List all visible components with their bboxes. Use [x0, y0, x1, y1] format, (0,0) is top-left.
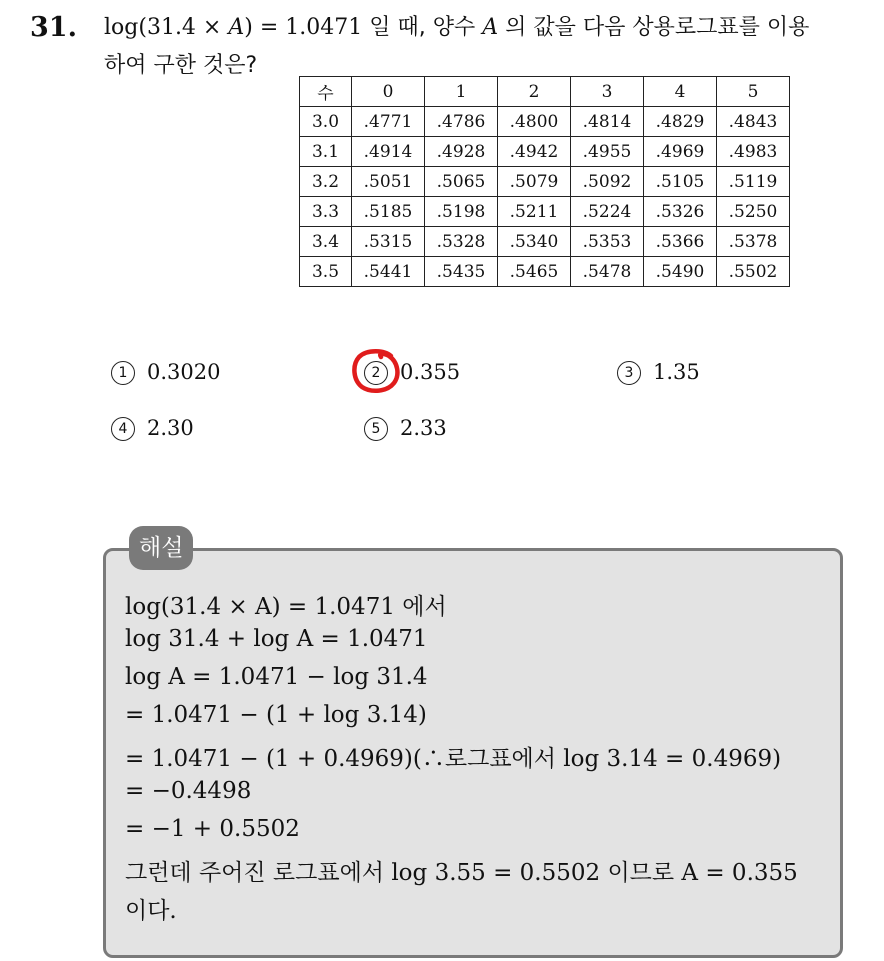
table-row	[300, 137, 790, 167]
choice-3[interactable]	[617, 360, 700, 385]
table-header-row	[300, 77, 790, 107]
table-row	[300, 257, 790, 287]
solution-line-5: = 1.0471 − (1 + 0.4969)(∴로그표에서 log 3.14 = 0.4969)	[125, 746, 782, 772]
table-row	[300, 167, 790, 197]
table-cell: 3.5	[300, 257, 352, 287]
table-header-cell: 4	[644, 77, 717, 107]
table-row	[300, 107, 790, 137]
table-cell: .5185	[352, 197, 425, 227]
table-cell: .5315	[352, 227, 425, 257]
question-text-line-2: 하여 구한 것은?	[104, 53, 258, 78]
question-text-line-1	[104, 12, 809, 44]
table-cell: .5105	[644, 167, 717, 197]
solution-line-2: log 31.4 + log A = 1.0471	[125, 626, 428, 652]
solution-line-4: = 1.0471 − (1 + log 3.14)	[125, 702, 427, 728]
table-header-cell: 0	[352, 77, 425, 107]
choice-5[interactable]	[364, 416, 447, 441]
table-cell: .5065	[425, 167, 498, 197]
question-math: log(31.4 ×	[104, 15, 229, 40]
table-cell: .5198	[425, 197, 498, 227]
table-cell: .5502	[717, 257, 790, 287]
table-cell: .4942	[498, 137, 571, 167]
choice-value: 0.3020	[147, 360, 221, 384]
table-header-cell: 2	[498, 77, 571, 107]
table-cell: .4800	[498, 107, 571, 137]
table-cell: .5478	[571, 257, 644, 287]
table-cell: 3.2	[300, 167, 352, 197]
table-cell: .5079	[498, 167, 571, 197]
choice-4[interactable]	[111, 416, 194, 441]
choice-value: 2.33	[400, 416, 447, 440]
choice-value: 1.35	[653, 360, 700, 384]
table-cell: .5224	[571, 197, 644, 227]
choice-value: 0.355	[400, 360, 461, 384]
table-cell: .5353	[571, 227, 644, 257]
table-cell: .5051	[352, 167, 425, 197]
solution-line-7: = −1 + 0.5502	[125, 816, 300, 842]
choice-number-circle: 2	[364, 361, 388, 385]
solution-line-6: = −0.4498	[125, 778, 252, 804]
table-cell: .5366	[644, 227, 717, 257]
choice-1[interactable]	[111, 360, 220, 385]
solution-line-8: 그런데 주어진 로그표에서 log 3.55 = 0.5502 이므로 A = 0.355	[125, 860, 798, 886]
table-header-cell: 5	[717, 77, 790, 107]
choice-number-circle: 4	[111, 417, 135, 441]
table-row	[300, 197, 790, 227]
table-cell: .5435	[425, 257, 498, 287]
solution-line-1: log(31.4 × A) = 1.0471 에서	[125, 594, 447, 620]
common-log-table	[299, 76, 790, 287]
choice-number-circle: 5	[364, 417, 388, 441]
question-variable-2: A	[482, 15, 499, 40]
solution-tab-label: 해설	[129, 526, 193, 570]
table-cell: .5250	[717, 197, 790, 227]
question-number: 31.	[30, 12, 77, 43]
table-header-cell: 1	[425, 77, 498, 107]
table-row	[300, 227, 790, 257]
table-cell: .5378	[717, 227, 790, 257]
choice-value: 2.30	[147, 416, 194, 440]
question-text-a: 일 때, 양수	[362, 15, 483, 40]
table-cell: 3.0	[300, 107, 352, 137]
table-header-cell: 3	[571, 77, 644, 107]
table-cell: .4843	[717, 107, 790, 137]
choice-number-circle: 3	[617, 361, 641, 385]
solution-line-9: 이다.	[125, 898, 177, 924]
question-variable: A	[228, 15, 245, 40]
choice-2[interactable]	[364, 360, 460, 385]
table-header-cell: 수	[300, 77, 352, 107]
table-cell: 3.1	[300, 137, 352, 167]
table-cell: .4969	[644, 137, 717, 167]
table-cell: .4983	[717, 137, 790, 167]
solution-line-3: log A = 1.0471 − log 31.4	[125, 664, 428, 690]
table-cell: .4771	[352, 107, 425, 137]
table-cell: .4814	[571, 107, 644, 137]
table-cell: 3.4	[300, 227, 352, 257]
table-cell: .5092	[571, 167, 644, 197]
choice-number-circle: 1	[111, 361, 135, 385]
table-cell: .5211	[498, 197, 571, 227]
table-cell: .4786	[425, 107, 498, 137]
table-cell: .5490	[644, 257, 717, 287]
table-cell: .4928	[425, 137, 498, 167]
table-cell: .5328	[425, 227, 498, 257]
table-cell: .5326	[644, 197, 717, 227]
table-cell: 3.3	[300, 197, 352, 227]
table-cell: .5340	[498, 227, 571, 257]
question-text-b: 의 값을 다음 상용로그표를 이용	[498, 15, 810, 40]
table-cell: .4829	[644, 107, 717, 137]
table-cell: .4955	[571, 137, 644, 167]
question-math-tail: ) = 1.0471	[244, 15, 363, 40]
table-cell: .5119	[717, 167, 790, 197]
table-cell: .4914	[352, 137, 425, 167]
table-cell: .5441	[352, 257, 425, 287]
table-cell: .5465	[498, 257, 571, 287]
